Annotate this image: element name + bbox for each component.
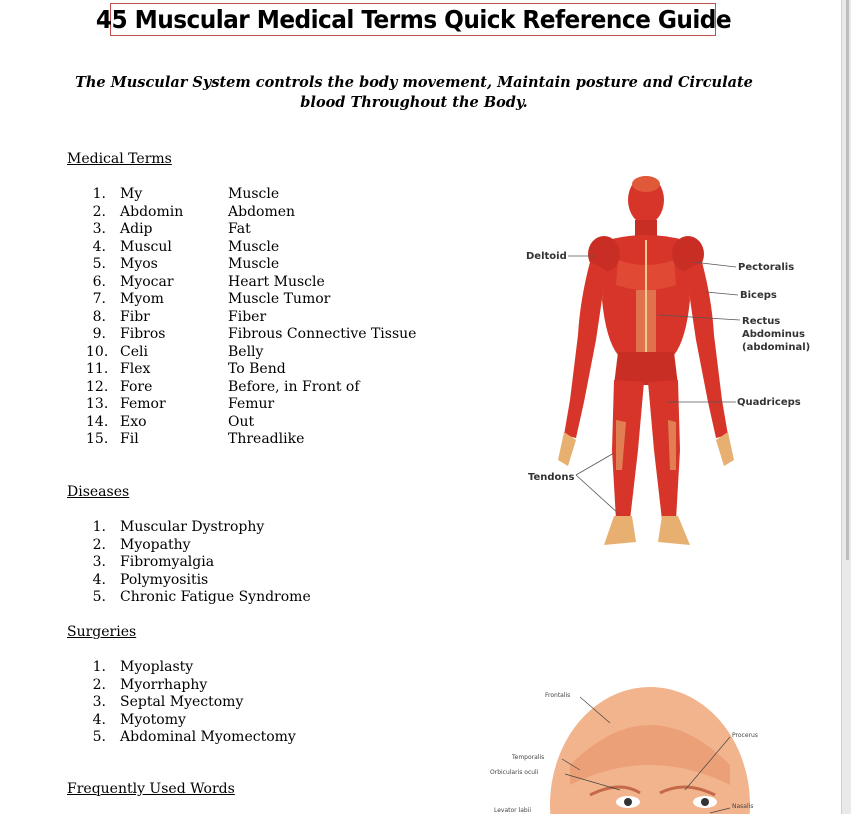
item-term: Myoplasty [120, 659, 194, 675]
item-term: Polymyositis [120, 571, 209, 588]
frequent-words-heading: Frequently Used Words [67, 781, 235, 797]
item-number: 3. [92, 554, 106, 570]
item-number: 1. [92, 659, 106, 675]
item-meaning: Out [228, 413, 255, 430]
item-number: 4. [92, 571, 106, 588]
item-meaning: Fat [228, 221, 251, 237]
item-term: Muscul [120, 238, 172, 255]
item-term: Muscular Dystrophy [120, 519, 265, 535]
item-term: Myos [120, 256, 158, 272]
item-meaning: Threadlike [228, 431, 305, 447]
item-term: Abdomin [120, 203, 184, 220]
label-rectus-1: Rectus [742, 316, 781, 327]
item-number: 5. [92, 256, 106, 272]
item-number: 8. [92, 308, 106, 325]
item-number: 5. [92, 589, 106, 605]
item-number: 5. [92, 729, 106, 745]
item-number: 1. [92, 186, 106, 202]
item-term: Femor [120, 396, 166, 412]
item-term: My [120, 186, 143, 202]
label-tendons: Tendons [528, 472, 575, 483]
label-temporalis: Temporalis [512, 754, 545, 761]
item-meaning: Fibrous Connective Tissue [228, 326, 417, 342]
item-term: Septal Myectomy [120, 694, 244, 710]
label-rectus-3: (abdominal) [742, 342, 811, 353]
item-meaning: Muscle Tumor [228, 291, 331, 307]
item-number: 4. [92, 711, 106, 728]
page-title: 45 Muscular Medical Terms Quick Reference Guide [95, 5, 731, 34]
item-term: Exo [120, 413, 147, 430]
label-pectoralis: Pectoralis [738, 262, 795, 273]
item-meaning: Belly [228, 343, 264, 360]
muscular-body-figure [518, 170, 818, 565]
item-meaning: Muscle [228, 186, 280, 202]
item-number: 11. [86, 361, 109, 377]
item-term: Myom [120, 291, 164, 307]
muscular-body-illustration [518, 170, 818, 565]
scrollbar-thumb[interactable] [846, 0, 849, 560]
item-number: 3. [92, 694, 106, 710]
face-muscles-figure [480, 675, 780, 814]
item-meaning: Muscle [228, 256, 280, 272]
item-number: 3. [92, 221, 106, 237]
item-meaning: Muscle [228, 238, 280, 255]
face-muscles-illustration [480, 675, 780, 814]
item-number: 2. [92, 203, 106, 220]
label-biceps: Biceps [740, 290, 777, 301]
item-number: 15. [86, 431, 109, 447]
item-number: 2. [92, 536, 106, 553]
label-levator: Levator labii [494, 807, 532, 814]
item-meaning: Fiber [228, 308, 267, 325]
item-number: 12. [86, 378, 109, 395]
item-term: Adip [120, 221, 153, 237]
item-number: 2. [92, 676, 106, 693]
item-term: Myocar [120, 273, 174, 290]
label-rectus-2: Abdominus [742, 329, 805, 340]
item-term: Myotomy [120, 711, 186, 728]
item-term: Celi [120, 343, 148, 360]
item-meaning: To Bend [228, 361, 286, 377]
item-meaning: Before, in Front of [228, 378, 360, 395]
item-term: Fibr [120, 308, 150, 325]
item-meaning: Heart Muscle [228, 273, 325, 290]
item-number: 14. [86, 413, 109, 430]
item-number: 13. [86, 396, 109, 412]
label-orbicularis: Orbicularis oculi [490, 769, 539, 776]
window-edge-scrollbar[interactable] [841, 0, 851, 814]
item-number: 9. [92, 326, 106, 342]
label-procerus: Procerus [732, 732, 758, 739]
label-frontalis: Frontalis [545, 692, 571, 699]
item-number: 4. [92, 238, 106, 255]
item-meaning: Abdomen [228, 203, 296, 220]
title-box [95, 3, 731, 36]
label-deltoid: Deltoid [526, 251, 567, 262]
item-term: Myopathy [120, 536, 191, 553]
item-term: Myorrhaphy [120, 676, 208, 693]
item-term: Abdominal Myomectomy [120, 729, 296, 745]
item-number: 7. [92, 291, 106, 307]
label-quadriceps: Quadriceps [737, 397, 801, 408]
surgeries-heading: Surgeries [67, 624, 137, 640]
item-number: 10. [86, 343, 109, 360]
item-term: Fibromyalgia [120, 554, 215, 570]
diseases-heading: Diseases [67, 484, 130, 500]
item-term: Flex [120, 361, 151, 377]
item-term: Chronic Fatigue Syndrome [120, 589, 311, 605]
medical-terms-heading: Medical Terms [67, 151, 172, 167]
item-meaning: Femur [228, 396, 275, 412]
label-nasalis: Nasalis [732, 803, 754, 810]
intro-text: The Muscular System controls the body movement, Maintain posture and Circulate blood Throughout the Body. [75, 74, 753, 111]
item-term: Fil [120, 431, 139, 447]
item-term: Fibros [120, 326, 166, 342]
item-term: Fore [120, 378, 153, 395]
item-number: 1. [92, 519, 106, 535]
item-number: 6. [92, 273, 106, 290]
